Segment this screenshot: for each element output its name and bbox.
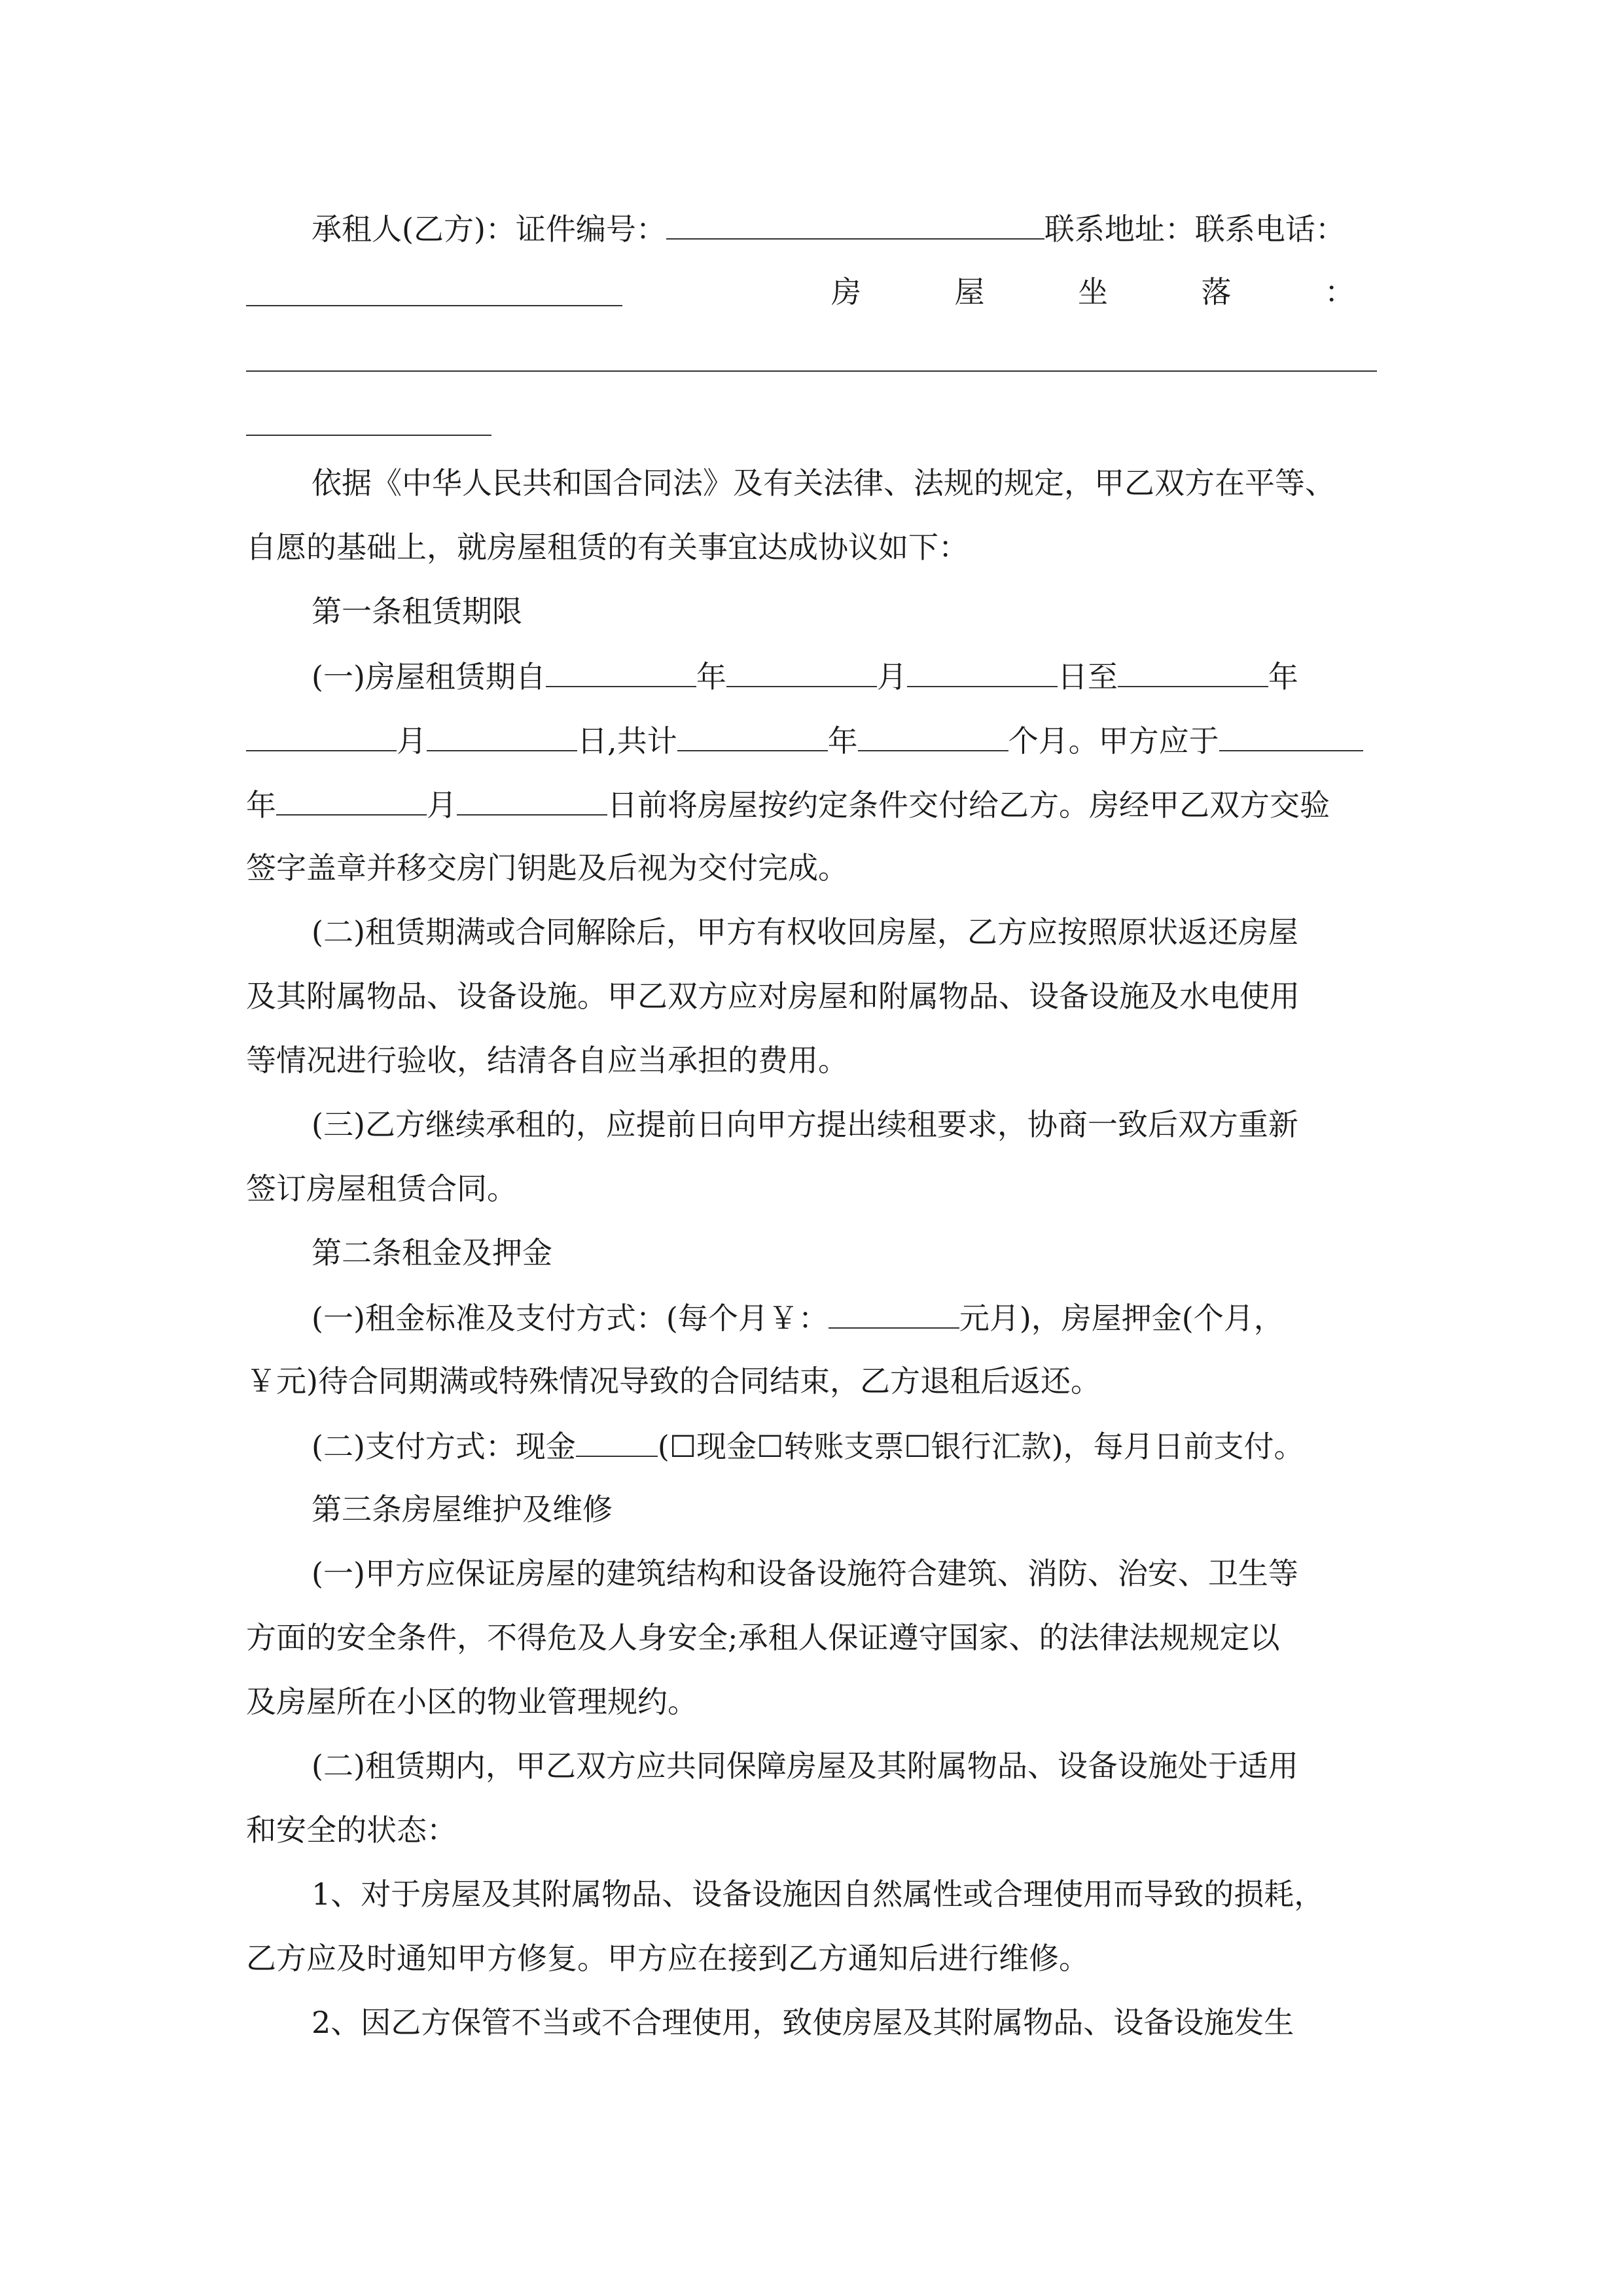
location-blank-2: [246, 435, 491, 436]
item-2-line-1: 2、因乙方保管不当或不合理使用，致使房屋及其附属物品、设备设施发生: [312, 2005, 1294, 2040]
handover-year-blank: [1219, 720, 1363, 751]
a2-2-line: [246, 1426, 1442, 1466]
a3-1-line-2: 方面的安全条件，不得危及人身安全;承租人保证遵守国家、的法律法规规定以: [246, 1620, 1280, 1655]
total-months-blank: [858, 720, 1008, 751]
item-1-line-2: 乙方应及时通知甲方修复。甲方应在接到乙方通知后进行维修。: [246, 1941, 1089, 1976]
deposit-label: 元月)，房屋押金(个月，: [959, 1300, 1284, 1336]
end-month-blank: [246, 720, 397, 751]
house-location-label: [831, 272, 1355, 312]
colon-char: ：: [1325, 274, 1355, 310]
a3-1-line-3: 及房屋所在小区的物业管理规约。: [246, 1684, 698, 1719]
start-year-blank: [546, 656, 696, 687]
phone-blank: [246, 305, 622, 306]
location-blank-1: [246, 370, 1377, 372]
start-day-blank: [907, 656, 1058, 687]
a1-3-line-1: (三)乙方继续承租的，应提前日向甲方提出续租要求，协商一致后双方重新: [312, 1107, 1298, 1142]
handover-month-blank: [276, 784, 427, 816]
year-label-3: 年: [827, 723, 858, 759]
preamble-line-2: 自愿的基础上，就房屋租赁的有关事宜达成协议如下：: [246, 529, 969, 565]
total-label: 日,共计: [577, 723, 677, 759]
rent-label: (一)租金标准及支付方式：(每个月￥：: [312, 1300, 829, 1336]
year-label-4: 年: [246, 787, 276, 823]
a1-1-line-3: [246, 784, 1377, 825]
a1-2-line-3: 等情况进行验收，结清各自应当承担的费用。: [246, 1043, 848, 1078]
a2-1-line-2: ￥元)待合同期满或特殊情况导致的合同结束，乙方退租后返还。: [246, 1363, 1101, 1399]
article-3-title: 第三条房屋维护及维修: [312, 1492, 613, 1527]
wu-char: 屋: [954, 274, 985, 310]
lease-term-label: (一)房屋租赁期自: [312, 659, 546, 694]
contact-label: 联系地址：联系电话：: [1044, 211, 1346, 247]
payment-options: (☐现金☐转账支票☐银行汇款)，每月日前支付。: [657, 1429, 1304, 1464]
end-day-blank: [427, 720, 577, 751]
day-to-label: 日至: [1057, 659, 1118, 694]
item-1-line-1: 1、对于房屋及其附属物品、设备设施因自然属性或合理使用而导致的损耗，: [312, 1876, 1325, 1912]
a1-2-line-1: (二)租赁期满或合同解除后，甲方有权收回房屋，乙方应按照原状返还房屋: [312, 914, 1298, 950]
article-2-title: 第二条租金及押金: [312, 1235, 552, 1270]
a1-2-line-2: 及其附属物品、设备设施。甲乙双方应对房屋和附属物品、设备设施及水电使用: [246, 978, 1300, 1014]
house-char: 房: [831, 274, 861, 310]
a3-2-line-2: 和安全的状态：: [246, 1812, 457, 1848]
payment-method-blank: [576, 1426, 658, 1457]
a3-1-line-1: (一)甲方应保证房屋的建筑结构和设备设施符合建筑、消防、治安、卫生等: [312, 1556, 1298, 1591]
id-number-blank: [666, 208, 1044, 240]
handover-text: 日前将房屋按约定条件交付给乙方。房经甲乙双方交验: [607, 787, 1330, 823]
a1-1-line-1: [246, 656, 1442, 696]
a1-1-line-4: 签字盖章并移交房门钥匙及后视为交付完成。: [246, 850, 848, 886]
payment-method-label: (二)支付方式：现金: [312, 1429, 576, 1464]
a1-1-line-2: [246, 720, 1377, 761]
a1-3-line-2: 签订房屋租赁合同。: [246, 1171, 517, 1206]
months-label: 个月。甲方应于: [1008, 723, 1219, 759]
zuo-char: 坐: [1078, 274, 1108, 310]
month-label-3: 月: [427, 787, 457, 823]
total-years-blank: [677, 720, 828, 751]
article-1-title: 第一条租赁期限: [312, 594, 522, 629]
tenant-label: 承租人(乙方)：证件编号：: [312, 211, 666, 247]
tenant-info-line: [246, 208, 1442, 249]
year-label: 年: [696, 659, 726, 694]
month-label: 月: [876, 659, 907, 694]
handover-day-blank: [457, 784, 607, 816]
luo-char: 落: [1201, 274, 1232, 310]
year-label-2: 年: [1268, 659, 1298, 694]
a3-2-line-1: (二)租赁期内，甲乙双方应共同保障房屋及其附属物品、设备设施处于适用: [312, 1748, 1298, 1784]
start-month-blank: [726, 656, 877, 687]
preamble-line-1: 依据《中华人民共和国合同法》及有关法律、法规的规定，甲乙双方在平等、: [312, 465, 1335, 501]
month-label-2: 月: [397, 723, 427, 759]
rent-amount-blank: [829, 1297, 959, 1329]
end-year-blank: [1118, 656, 1268, 687]
a2-1-line-1: [246, 1297, 1442, 1338]
